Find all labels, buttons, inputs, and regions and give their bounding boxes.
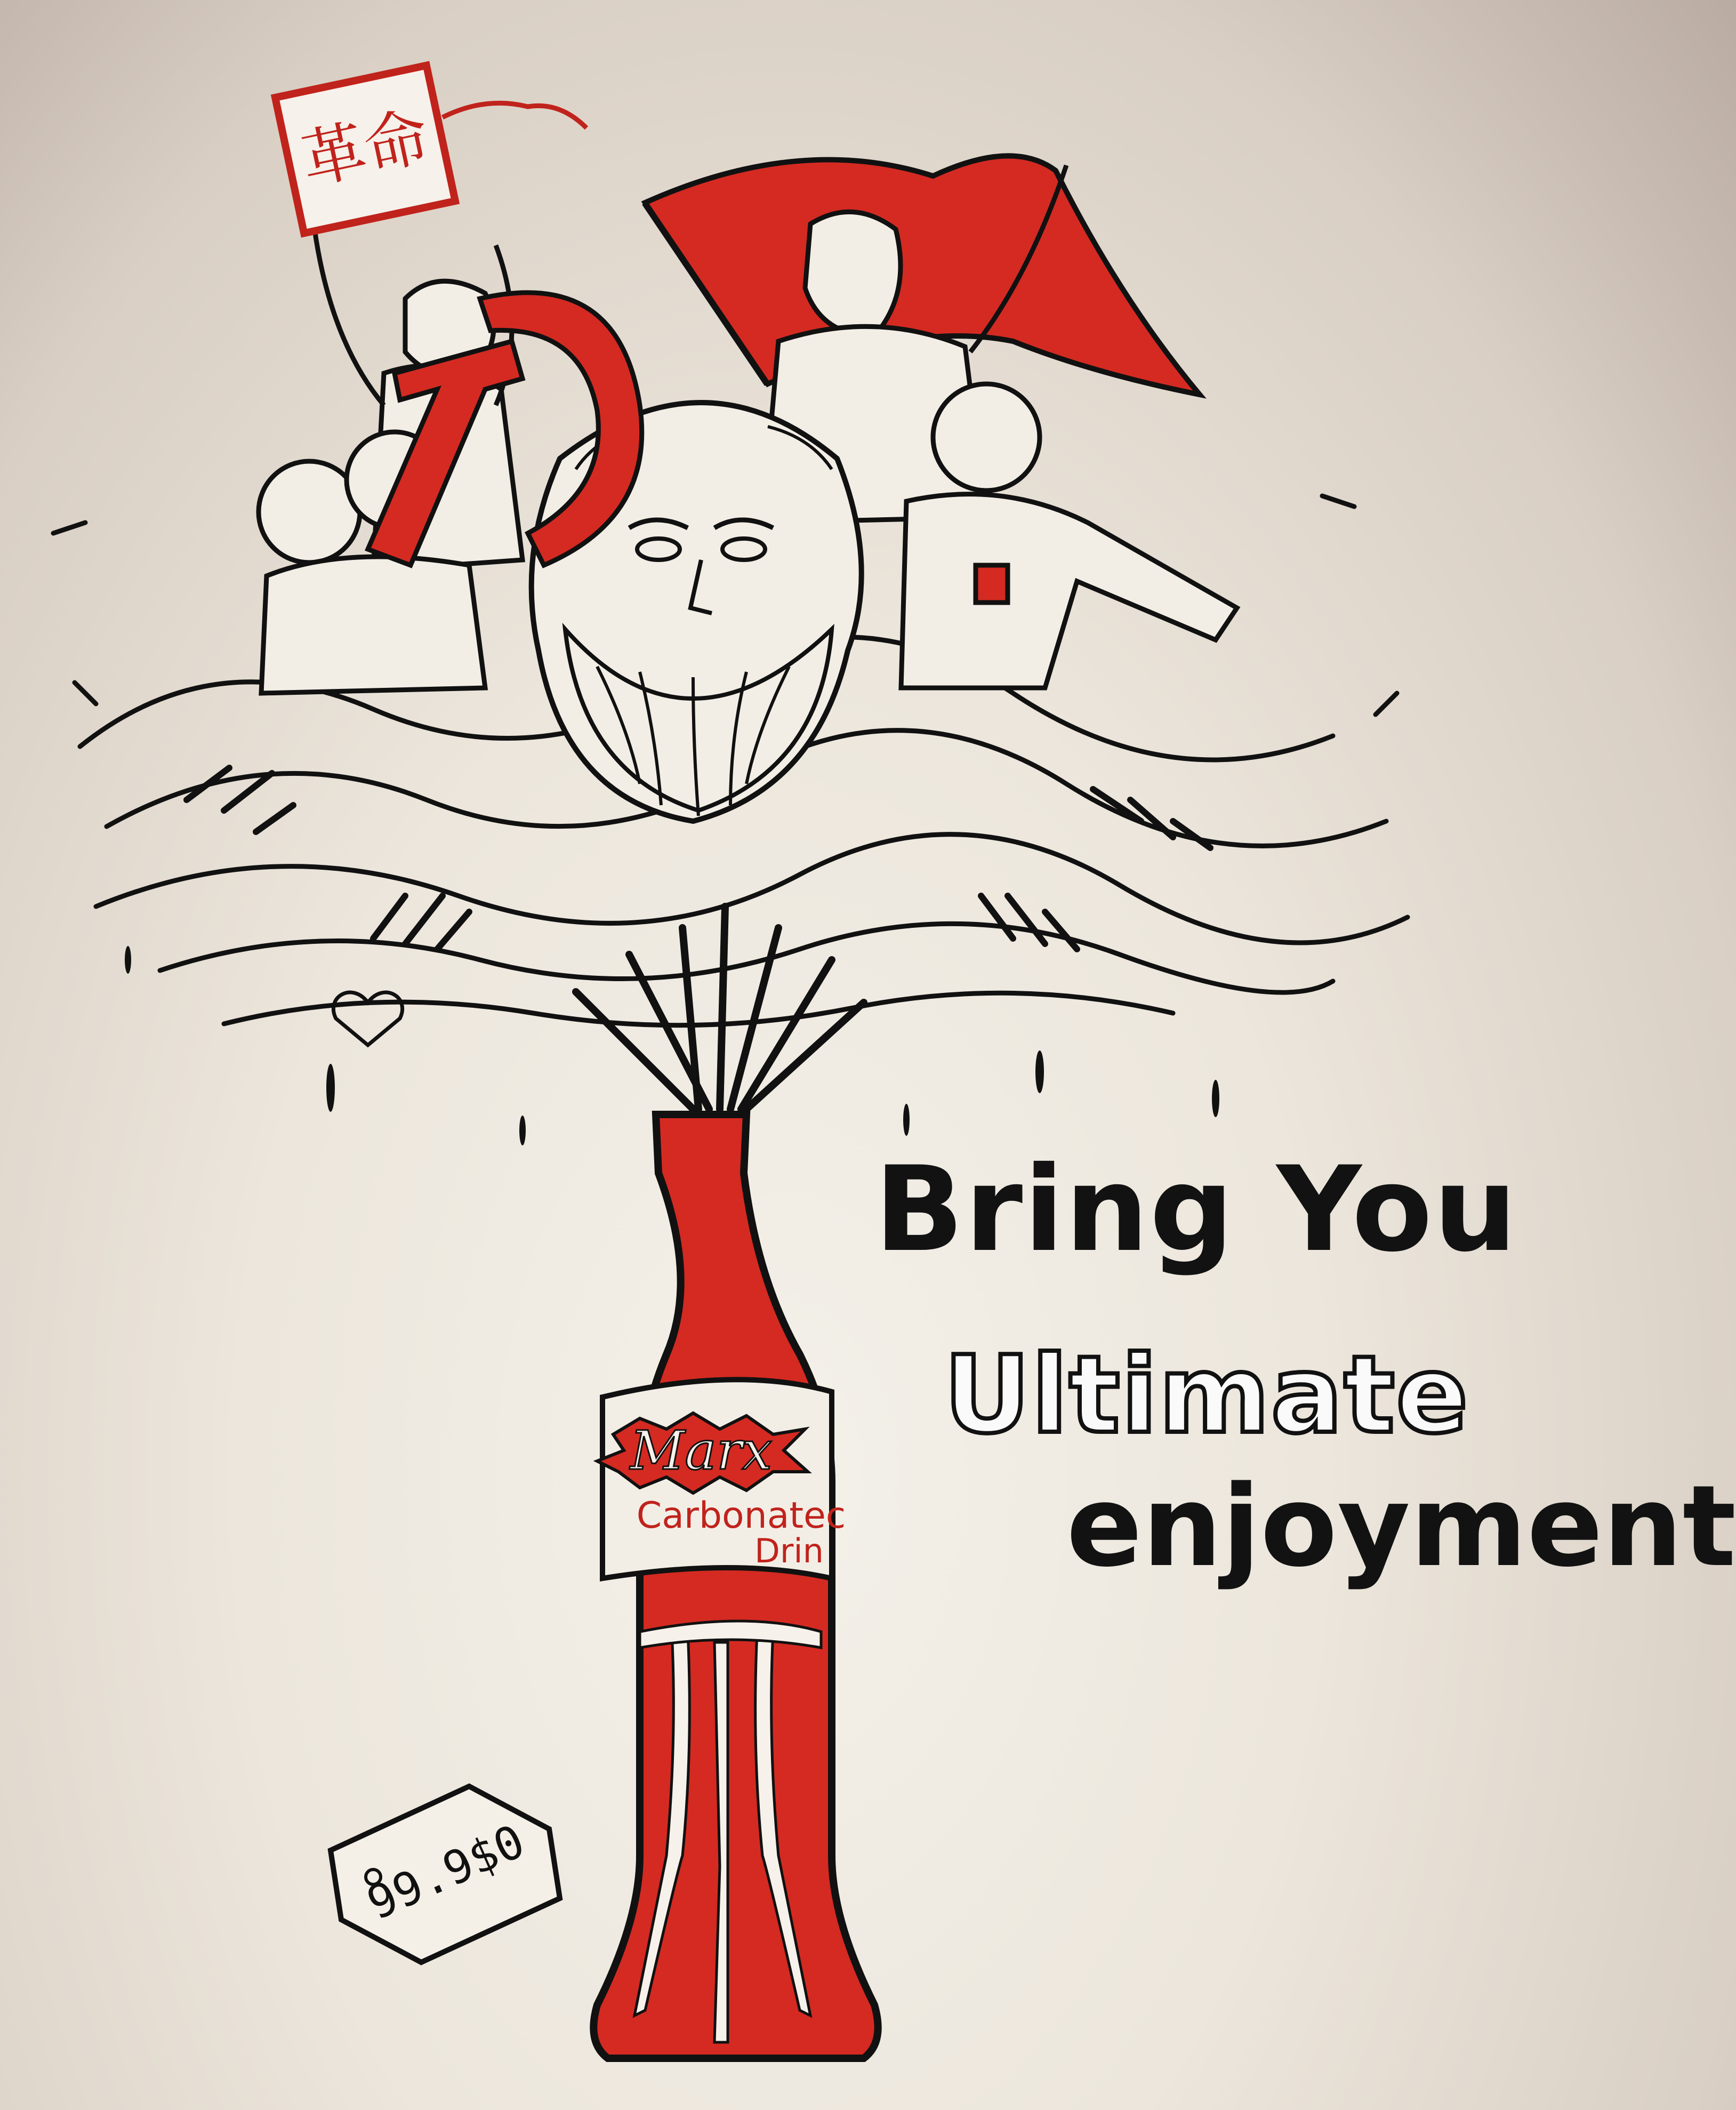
bottle-label-line1: Carbonatec [636,1495,846,1537]
banner-text: 革命 [295,99,436,199]
headline-line-3: enjoyment [1066,1461,1736,1592]
bottle-label-line2: Drin [754,1531,824,1570]
marx-bottle [593,1114,878,2058]
price-tag-text: 99.9$0 [359,1814,533,1931]
headline-line-2: Ultimate [944,1333,1469,1457]
bottle-brand: Marx [630,1419,773,1482]
marx-portrait [532,403,862,821]
headline-line-1: Bring You [874,1141,1518,1278]
bottle-spray [576,906,864,1109]
